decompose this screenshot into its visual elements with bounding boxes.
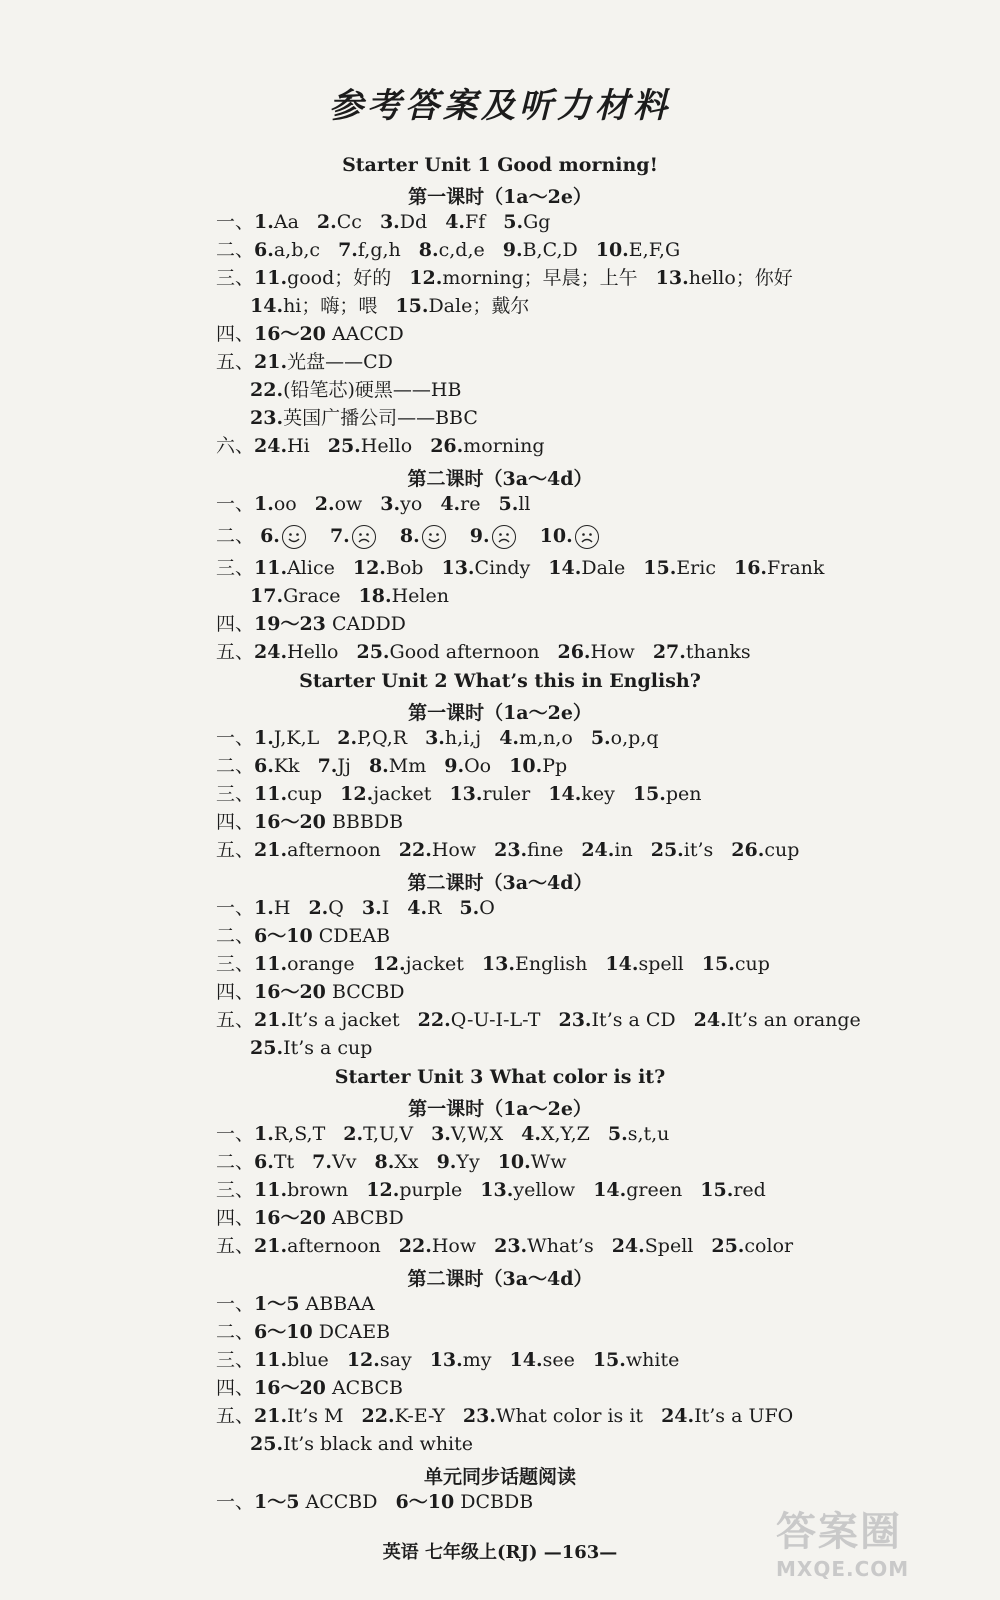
unit-3-lesson-1: 第一课时（1a～2e） [408, 1098, 592, 1120]
u1l1-row-9: 六、24.Hi 25.Hello 26.morning [216, 435, 545, 457]
u3l1-row-4: 四、16～20 ABCBD [216, 1207, 404, 1229]
u1l2-row-5: 四、19～23 CADDD [216, 613, 406, 635]
u2l2-row-3: 三、11.orange 12.jacket 13.English 14.spell 15.cup [216, 953, 770, 975]
u1l1-row-4: 14.hi；嗨；喂 15.Dale；戴尔 [250, 295, 530, 317]
u3l2-row-1: 一、1～5 ABBAA [216, 1293, 375, 1315]
unit-1-title: Starter Unit 1 Good morning! [342, 154, 658, 176]
u1l2-row-6: 五、24.Hello 25.Good afternoon 26.How 27.thanks [216, 641, 751, 663]
u3l2-row-2: 二、6～10 DCAEB [216, 1321, 391, 1343]
u1l1-row-3: 三、11.good；好的 12.morning；早晨；上午 13.hello；你好 [216, 267, 793, 289]
u2l1-row-3: 三、11.cup 12.jacket 13.ruler 14.key 15.pen [216, 783, 702, 805]
u2l2-row-4: 四、16～20 BCCBD [216, 981, 405, 1003]
u1l1-row-6: 五、21.光盘——CD [216, 351, 393, 373]
unit-1-lesson-1: 第一课时（1a～2e） [408, 186, 592, 208]
u1l1-row-1: 一、1.Aa 2.Cc 3.Dd 4.Ff 5.Gg [216, 211, 551, 233]
u1l2-row-4: 17.Grace 18.Helen [250, 585, 449, 607]
u2l2-row-5: 五、21.It’s a jacket 22.Q-U-I-L-T 23.It’s a CD 24.It’s an orange [216, 1009, 861, 1031]
u1l1-row-8: 23.英国广播公司——BBC [250, 407, 478, 429]
u3l1-row-1: 一、1.R,S,T 2.T,U,V 3.V,W,X 4.X,Y,Z 5.s,t,u [216, 1123, 670, 1145]
page-title: 参考答案及听力材料 [329, 86, 671, 126]
u2l2-row-2: 二、6～10 CDEAB [216, 925, 391, 947]
u2l1-row-5: 五、21.afternoon 22.How 23.fine 24.in 25.it’s 26.cup [216, 839, 800, 861]
reading-row-1: 一、1～5 ACCBD 6～10 DCBDB [216, 1491, 534, 1513]
u2l1-row-1: 一、1.J,K,L 2.P,Q,R 3.h,i,j 4.m,n,o 5.o,p,q [216, 727, 659, 749]
sad-face-icon [352, 525, 376, 549]
u3l2-row-3: 三、11.blue 12.say 13.my 14.see 15.white [216, 1349, 680, 1371]
u2l1-row-4: 四、16～20 BBBDB [216, 811, 404, 833]
u3l2-row-4: 四、16～20 ACBCB [216, 1377, 404, 1399]
u1l1-row-7: 22.(铅笔芯)硬黑——HB [250, 379, 462, 401]
unit-2-title: Starter Unit 2 What’s this in English? [299, 670, 701, 692]
unit-3-title: Starter Unit 3 What color is it? [334, 1066, 666, 1088]
u1l1-row-5: 四、16～20 AACCD [216, 323, 404, 345]
unit-2-lesson-2: 第二课时（3a～4d） [407, 872, 593, 894]
u3l2-row-5: 五、21.It’s M 22.K-E-Y 23.What color is it 24.It’s a UFO [216, 1405, 794, 1427]
u3l2-row-6: 25.It’s black and white [250, 1433, 474, 1455]
u1l2-row-1: 一、1.oo 2.ow 3.yo 4.re 5.ll [216, 493, 531, 515]
unit-3-lesson-2: 第二课时（3a～4d） [407, 1268, 593, 1290]
u3l1-row-3: 三、11.brown 12.purple 13.yellow 14.green 15.red [216, 1179, 766, 1201]
unit-2-lesson-1: 第一课时（1a～2e） [408, 702, 592, 724]
page-footer: 英语 七年级上(RJ) —163— [382, 1542, 618, 1563]
u1l1-row-2: 二、6.a,b,c 7.f,g,h 8.c,d,e 9.B,C,D 10.E,F,G [216, 239, 681, 261]
reading-section-title: 单元同步话题阅读 [423, 1466, 576, 1488]
happy-face-icon [422, 525, 446, 549]
sad-face-icon [575, 525, 599, 549]
u3l1-row-5: 五、21.afternoon 22.How 23.What’s 24.Spell 25.color [216, 1235, 794, 1257]
unit-1-lesson-2: 第二课时（3a～4d） [407, 468, 593, 490]
happy-face-icon [282, 525, 306, 549]
u2l2-row-6: 25.It’s a cup [250, 1037, 373, 1059]
u1l2-row-2: 二、 6. 7. 8. 9. 10. [216, 524, 617, 549]
sad-face-icon [492, 525, 516, 549]
u1l2-row-3: 三、11.Alice 12.Bob 13.Cindy 14.Dale 15.Eric 16.Frank [216, 557, 825, 579]
u3l1-row-2: 二、6.Tt 7.Vv 8.Xx 9.Yy 10.Ww [216, 1151, 567, 1173]
u2l2-row-1: 一、1.H 2.Q 3.I 4.R 5.O [216, 897, 495, 919]
u2l1-row-2: 二、6.Kk 7.Jj 8.Mm 9.Oo 10.Pp [216, 755, 568, 777]
watermark-text: 答案圈 [776, 1509, 902, 1555]
watermark-logo [776, 1500, 976, 1580]
watermark-url: MXQE.COM [776, 1557, 910, 1581]
